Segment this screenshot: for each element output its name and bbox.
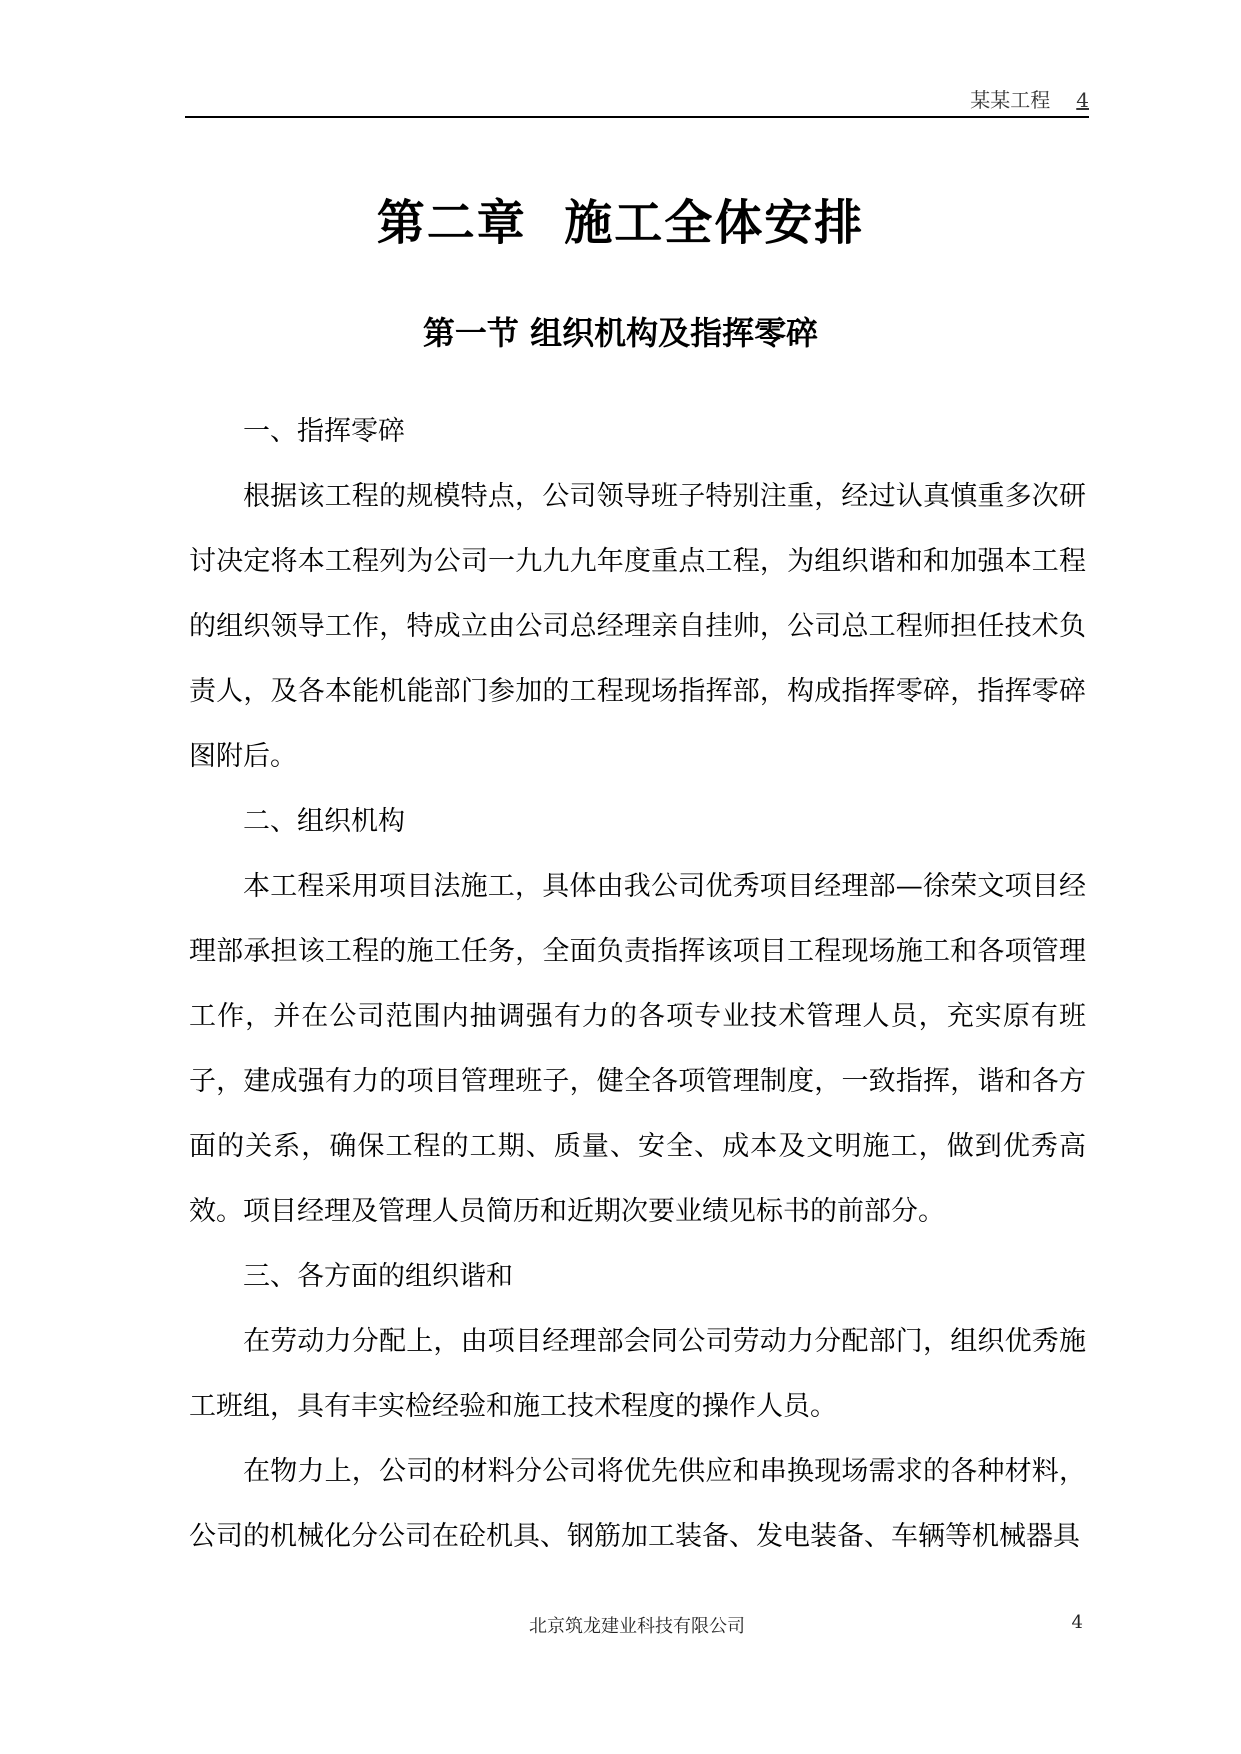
heading-organization: 二、组织机构 [243, 806, 405, 837]
paragraph: 在物力上，公司的材料分公司将优先供应和串换现场需求的各种材料，公司的机械化分公司在砼机具、钢筋加工装备、发电装备、车辆等机械器具 [189, 1456, 1086, 1552]
page-footer [185, 1612, 1089, 1642]
paragraph: 根据该工程的规模特点，公司领导班子特别注重，经过认真慎重多次研讨决定将本工程列为公司一九九九年度重点工程，为组织谐和和加强本工程的组织领导工作，特成立由公司总经理亲自挂帅，公司总工程师担任技术负责人，及各本能机能部门参加的工程现场指挥部，构成指挥零碎，指挥零碎图附后。 [189, 481, 1086, 772]
chapter-title: 第二章 施工全体安排 [376, 195, 865, 251]
heading-coordination: 三、各方面的组织谐和 [243, 1261, 513, 1292]
footer-company: 北京筑龙建业科技有限公司 [529, 1616, 745, 1637]
heading-command-system: 一、指挥零碎 [243, 416, 405, 447]
footer-page-number: 4 [1071, 1612, 1083, 1633]
body-text [189, 399, 1086, 1569]
header-title: 某某工程 [970, 88, 1051, 112]
header-text [970, 86, 1089, 114]
page-header [185, 86, 1089, 118]
paragraph: 在劳动力分配上，由项目经理部会同公司劳动力分配部门，组织优秀施工班组，具有丰实检经验和施工技术程度的操作人员。 [189, 1326, 1086, 1422]
section-title: 第一节 组织机构及指挥零碎 [422, 314, 819, 352]
header-page-number: 4 [1076, 88, 1089, 112]
paragraph: 本工程采用项目法施工，具体由我公司优秀项目经理部—徐荣文项目经理部承担该工程的施工任务，全面负责指挥该项目工程现场施工和各项管理工作，并在公司范围内抽调强有力的各项专业技术管理人员，充实原有班子，建成强有力的项目管理班子，健全各项管理制度，一致指挥，谐和各方面的关系，确保工程的工期、质量、安全、成本及文明施工，做到优秀高效。项目经理及管理人员简历和近期次要业绩见标书的前部分。 [189, 871, 1086, 1227]
